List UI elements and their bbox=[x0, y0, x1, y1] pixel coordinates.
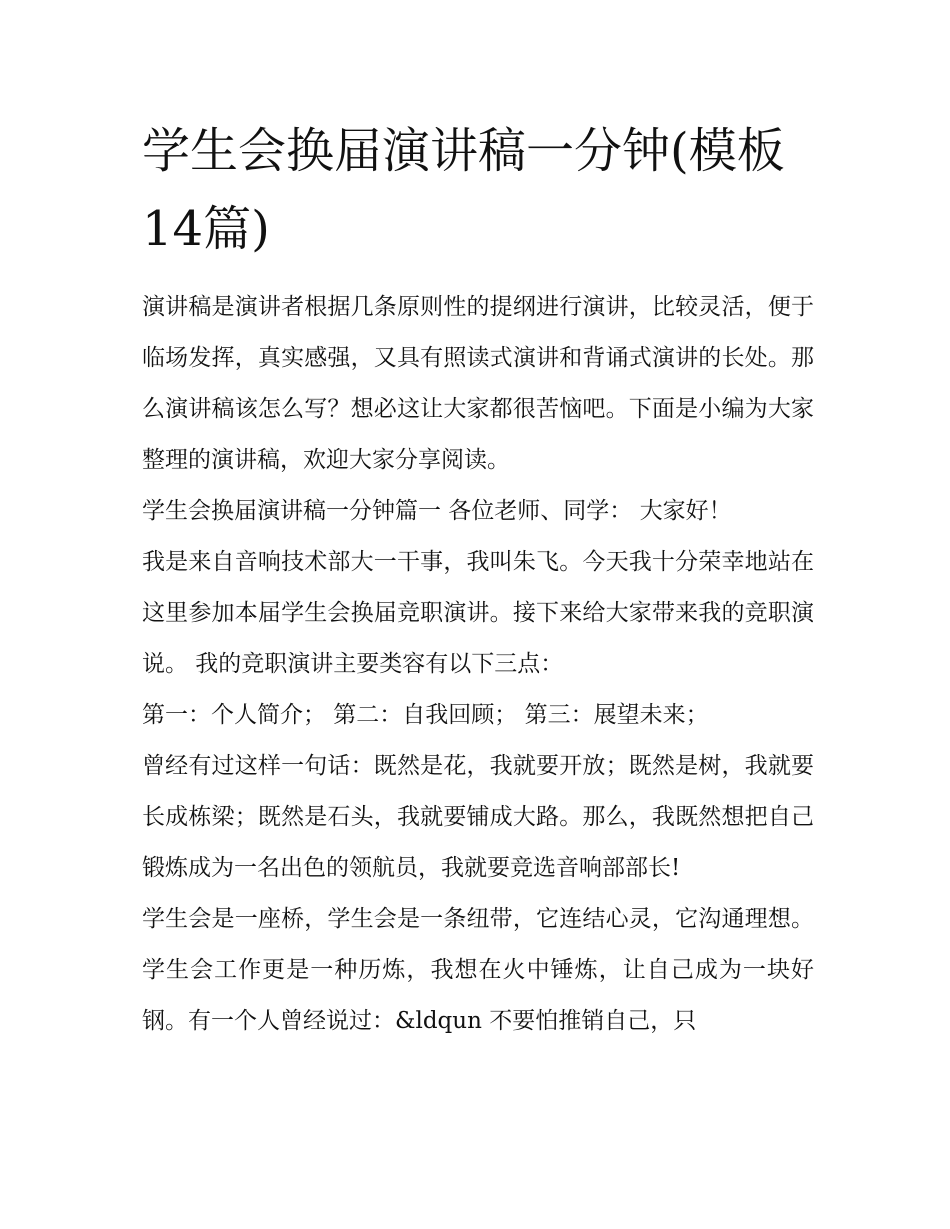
paragraph-intro: 演讲稿是演讲者根据几条原则性的提纲进行演讲，比较灵活，便于临场发挥，真实感强，又具有照读式演讲和背诵式演讲的长处。那么演讲稿该怎么写？想必这让大家都很苦恼吧。下面是小编为大家整理的演讲稿，欢迎大家分享阅读。 bbox=[142, 294, 814, 473]
paragraph-outline: 第一：个人简介； 第二：自我回顾； 第三：展望未来； bbox=[142, 702, 709, 728]
document-body bbox=[142, 112, 814, 1047]
paragraph-self-introduction: 我是来自音响技术部大一干事，我叫朱飞。今天我十分荣幸地站在这里参加本届学生会换届竞职演讲。接下来给大家带来我的竞职演说。 我的竞职演讲主要类容有以下三点： bbox=[142, 549, 814, 677]
paragraph-greeting: 学生会换届演讲稿一分钟篇一 各位老师、同学： 大家好！ bbox=[142, 498, 732, 524]
paragraph-quote: 曾经有过这样一句话：既然是花，我就要开放；既然是树，我就要长成栋梁；既然是石头，我就要铺成大路。那么，我既然想把自己锻炼成为一名出色的领航员，我就要竞选音响部部长! bbox=[142, 753, 814, 881]
document-title: 学生会换届演讲稿一分钟(模板14篇) bbox=[142, 123, 785, 257]
paragraph-student-union: 学生会是一座桥，学生会是一条纽带，它连结心灵，它沟通理想。学生会工作更是一种历炼，我想在火中锤炼，让自己成为一块好钢。有一个人曾经说过：&ldqun 不要怕推销自己，只 bbox=[142, 906, 814, 1034]
